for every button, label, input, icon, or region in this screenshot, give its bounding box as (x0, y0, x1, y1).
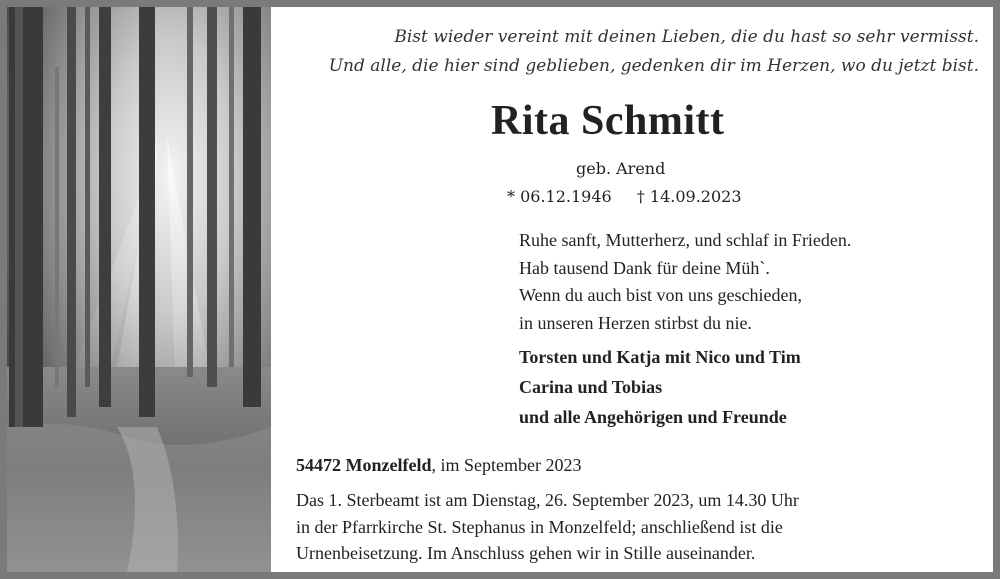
birth-date: * 06.12.1946 (507, 187, 612, 206)
funeral-line: Urnenbeisetzung. Im Anschluss gehen wir in Stille auseinander. (296, 543, 756, 563)
forest-photo (7, 7, 271, 572)
poem (519, 227, 851, 337)
birth-name: geb. Arend (576, 159, 666, 178)
death-date: † 14.09.2023 (636, 187, 742, 206)
life-dates (507, 187, 762, 206)
poem-line: in unseren Herzen stirbst du nie. (519, 312, 752, 333)
deceased-name: Rita Schmitt (491, 98, 725, 144)
mourners-list (519, 342, 801, 432)
funeral-line: in der Pfarrkirche St. Stephanus in Monzelfeld; anschließend ist die (296, 516, 783, 537)
month: , im September 2023 (431, 455, 582, 475)
mourner-line: Torsten und Katja mit Nico und Tim (519, 347, 801, 367)
motto-line: Bist wieder vereint mit deinen Lieben, die du hast so sehr vermisst. (394, 27, 979, 47)
funeral-line: Das 1. Sterbeamt ist am Dienstag, 26. September 2023, um 14.30 Uhr (296, 490, 799, 510)
motto-line: Und alle, die hier sind geblieben, gedenken dir im Herzen, wo du jetzt bist. (328, 56, 979, 76)
mourner-line: und alle Angehörigen und Freunde (519, 407, 787, 427)
place-date (296, 455, 581, 476)
mourner-line: Carina und Tobias (519, 377, 663, 397)
motto (329, 23, 979, 81)
poem-line: Wenn du auch bist von uns geschieden, (519, 285, 802, 305)
poem-line: Ruhe sanft, Mutterherz, und schlaf in Frieden. (519, 230, 852, 250)
poem-line: Hab tausend Dank für deine Müh`. (519, 257, 770, 278)
funeral-notice (296, 487, 986, 567)
town: 54472 Monzelfeld (296, 455, 432, 475)
obituary-card (7, 7, 993, 572)
